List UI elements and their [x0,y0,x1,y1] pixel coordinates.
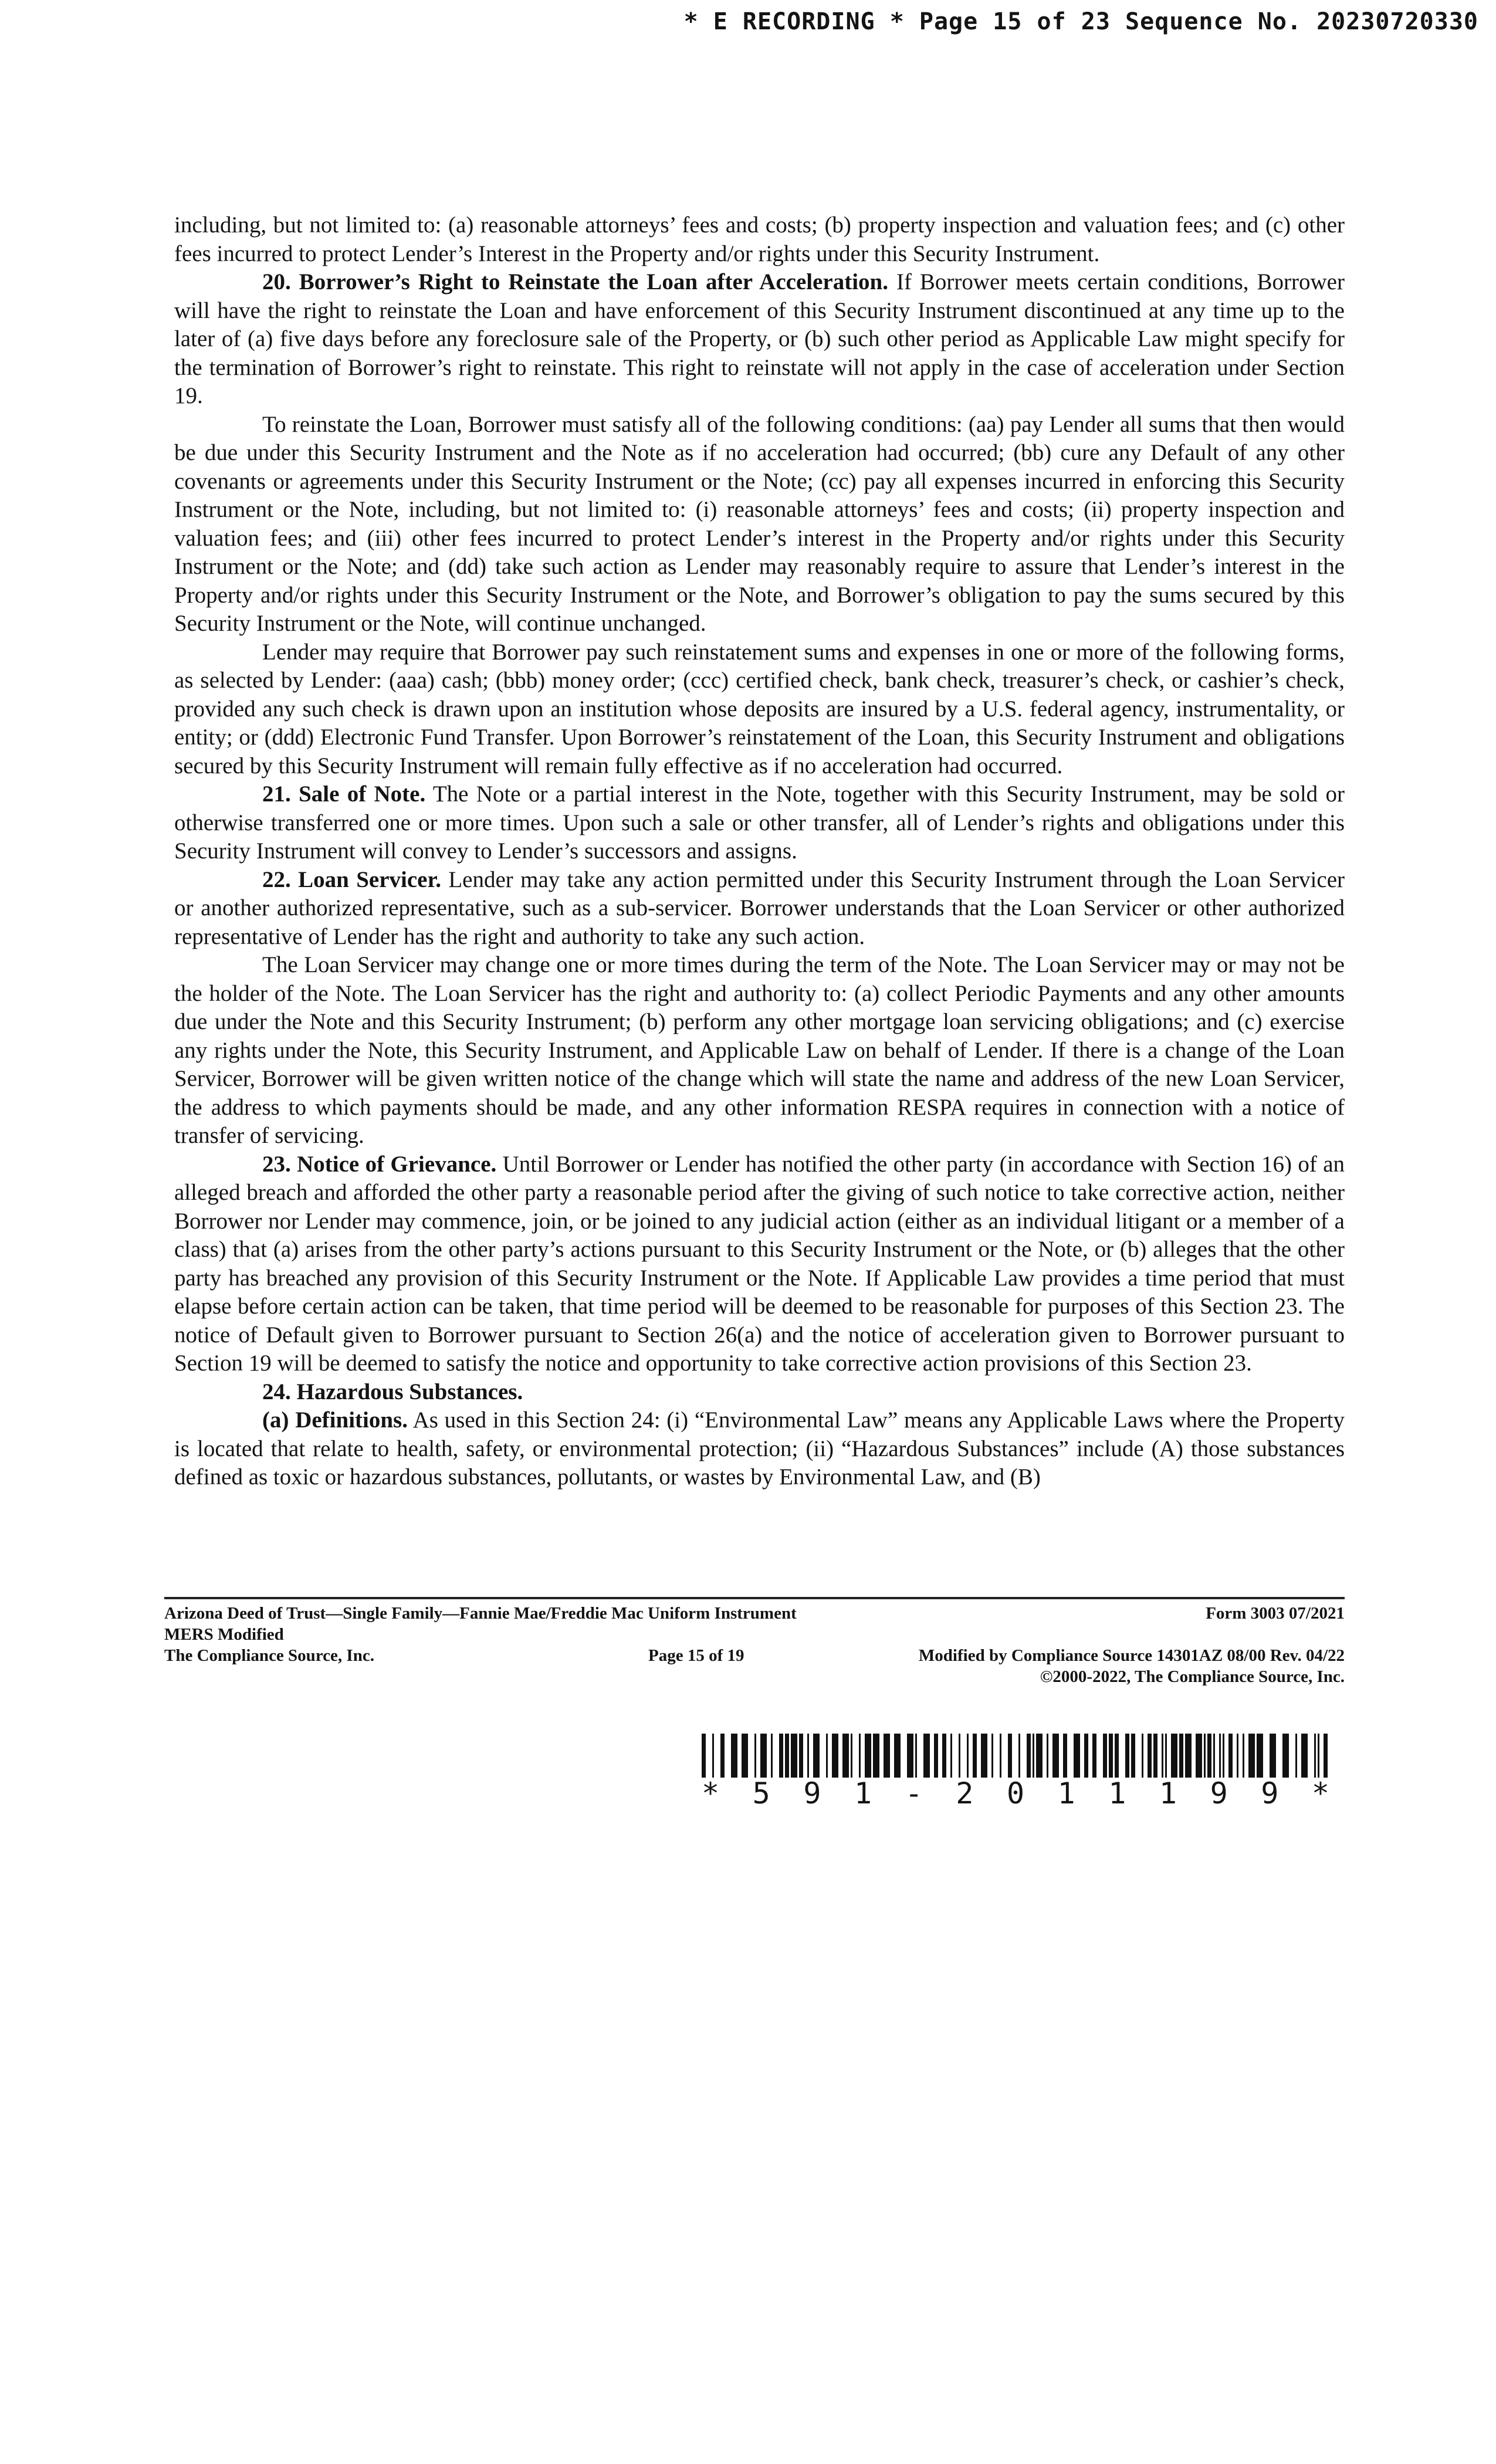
barcode-bar [826,1734,828,1778]
paragraph-text: Lender may take any action permitted under this Security Instrument through the Loan Servicer or another authorized representative, such as a sub-servicer. Borrower understands that the Loan Servicer or other authorized representative of Lender has the right and authority to take any such action. [174,867,1345,949]
paragraph-text: The Note or a partial interest in the Note, together with this Security Instrument, may be sold or otherwise transferred one or more times. Upon such a sale or other transfer, all of Lender’s rights and obligations under this Security Instrument will convey to Lender’s successors and assigns. [174,781,1345,864]
footer-company: The Compliance Source, Inc. [164,1646,374,1665]
footer-copyright: ©2000-2022, The Compliance Source, Inc. [1040,1667,1345,1686]
barcode-bar [1228,1734,1233,1778]
barcode-bar [702,1734,706,1778]
barcode-bar [1142,1734,1143,1778]
barcode-bar [894,1734,901,1778]
barcode-bar [807,1734,809,1778]
barcode-bar [865,1734,871,1778]
barcode-bar [859,1734,861,1778]
barcode-bar [832,1734,838,1778]
barcode-bar [1103,1734,1107,1778]
barcode-bar [1092,1734,1096,1778]
barcode-bar [884,1734,890,1778]
barcode-bar [1243,1734,1244,1778]
paragraph [174,951,1345,1150]
barcode-bar [967,1734,969,1778]
barcode-bar [934,1734,938,1778]
barcode-bar [1036,1734,1043,1778]
barcode-character: 1 [1159,1776,1177,1810]
barcode-bar [923,1734,930,1778]
paragraph-text: Lender may require that Borrower pay such reinstatement sums and expenses in one or more of the following forms, as selected by Lender: (aaa) cash; (bbb) money order; (ccc) certified check, bank check, treasurer’s check, or cashier’s check, provided any such check is drawn upon an institution whose deposits are insured by a U.S. federal agency, instrumentality, or entity; or (ddd) Electronic Fund Transfer. Upon Borrower’s reinstatement of the Loan, this Security Instrument and obligations secured by this Security Instrument will remain fully effective as if no acceleration had occurred. [174,639,1345,779]
barcode-bar [1074,1734,1080,1778]
barcode-bar [1033,1734,1034,1778]
barcode-bar [1314,1734,1316,1778]
document-footer [164,1603,1345,1720]
barcode-bar [1027,1734,1031,1778]
barcode-bar [1153,1734,1157,1778]
barcode-bar [942,1734,946,1778]
barcode-bar [1213,1734,1215,1778]
footer-form-title: Arizona Deed of Trust—Single Family—Fannie Mae/Freddie Mac Uniform Instrument [164,1604,797,1623]
barcode-character: 1 [1108,1776,1126,1810]
paragraph-text: Until Borrower or Lender has notified the other party (in accordance with Section 16) of an alleged breach and afforded the other party a reasonable period after the giving of such notice to take corrective action, neither Borrower nor Lender may commence, join, or be joined to any judicial action (either as an individual litigant or a member of a class) that (a) arises from the other party’s actions pursuant to this Security Instrument or the Note, or (b) alleges that the other party has breached any provision of this Security Instrument or the Note. If Applicable Law provides a time period that must elapse before certain action can be taken, that time period will be deemed to be reasonable for purposes of this Section 23. The notice of Default given to Borrower pursuant to Section 26(a) and the notice of acceleration given to Borrower pursuant to Section 19 will be deemed to satisfy the notice and opportunity to take corrective action provisions of this Section 23. [174,1151,1345,1376]
section-heading: 23. Notice of Grievance. [262,1151,497,1177]
paragraph [174,780,1345,866]
paragraph-text: The Loan Servicer may change one or more times during the term of the Note. The Loan Servicer may or may not be the holder of the Note. The Loan Servicer has the right and authority to: (a) collect Periodic Payments and any other amounts due under the Note and this Security Instrument; (b) perform any other mortgage loan servicing obligations; and (c) exercise any rights under the Note, this Security Instrument, and Applicable Law on behalf of Lender. If there is a change of the Loan Servicer, Borrower will be given written notice of the change which will state the name and address of the new Loan Servicer, the address to which payments should be made, and any other information RESPA requires in connection with a notice of transfer of servicing. [174,952,1345,1148]
barcode-character: 9 [803,1776,821,1810]
footer-divider [164,1597,1345,1599]
barcode-bar [1282,1734,1289,1778]
barcode-bar [1219,1734,1221,1778]
footer-mers-note: MERS Modified [164,1625,284,1644]
paragraph-text: If Borrower meets certain conditions, Borrower will have the right to reinstate the Loan and have enforcement of this Security Instrument discontinued at any time up to the later of (a) five days before any foreclosure sale of the Property, or (b) such other period as Applicable Law might specify for the termination of Borrower’s right to reinstate. This right to reinstate will not apply in the case of acceleration under Section 19. [174,269,1345,408]
barcode-bar [1318,1734,1319,1778]
barcode [702,1734,1329,1778]
paragraph [174,866,1345,952]
barcode-bar [1295,1734,1297,1778]
barcode-bar [1052,1734,1059,1778]
barcode-bar [959,1734,960,1778]
barcode-bar [950,1734,952,1778]
barcode-bar [1204,1734,1206,1778]
footer-page-number: Page 15 of 19 [648,1646,744,1665]
paragraph [174,1150,1345,1378]
barcode-bar [1162,1734,1163,1778]
barcode-bar [1270,1734,1276,1778]
barcode-character: 2 [956,1776,974,1810]
barcode-character: 1 [854,1776,872,1810]
barcode-bar [1237,1734,1238,1778]
barcode-bar [1207,1734,1211,1778]
barcode-bar [1109,1734,1113,1778]
section-heading: 24. Hazardous Substances. [262,1379,523,1404]
barcode-bar [1084,1734,1088,1778]
barcode-bar [1185,1734,1192,1778]
barcode-bar [791,1734,797,1778]
barcode-bar [981,1734,987,1778]
barcode-bar [785,1734,789,1778]
barcode-bar [907,1734,913,1778]
barcode-bar [1171,1734,1177,1778]
barcode-bar [771,1734,773,1778]
barcode-bar [712,1734,714,1778]
barcode-bar [915,1734,917,1778]
section-heading: 20. Borrower’s Right to Reinstate the Loan after Acceleration. [262,269,888,295]
paragraph [174,638,1345,781]
barcode-bar [1125,1734,1129,1778]
paragraph [174,1378,1345,1407]
barcode-bar [731,1734,737,1778]
section-heading: (a) Definitions. [262,1407,408,1433]
footer-modified-note: Modified by Compliance Source 14301AZ 08/00 Rev. 04/22 [918,1646,1345,1665]
barcode-bar [973,1734,977,1778]
barcode-bar [760,1734,767,1778]
footer-form-number: Form 3003 07/2021 [1206,1604,1345,1623]
barcode-bar [1047,1734,1048,1778]
barcode-character: 9 [1261,1776,1279,1810]
barcode-bar [1301,1734,1308,1778]
barcode-bar [1196,1734,1202,1778]
barcode-bar [1324,1734,1328,1778]
paragraph [174,211,1345,268]
barcode-bar [1223,1734,1224,1778]
barcode-bar [851,1734,852,1778]
barcode-bar [742,1734,748,1778]
barcode-character: * [702,1776,720,1810]
barcode-character: * [1311,1776,1329,1810]
section-heading: 21. Sale of Note. [262,781,426,807]
paragraph-text: including, but not limited to: (a) reasonable attorneys’ fees and costs; (b) property inspection and valuation fees; and (c) other fees incurred to protect Lender’s Interest in the Property and/or rights under this Security Instrument. [174,212,1345,266]
barcode-bar [1131,1734,1135,1778]
barcode-bar [1063,1734,1067,1778]
section-heading: 22. Loan Servicer. [262,867,441,892]
barcode-bar [1115,1734,1119,1778]
barcode-bar [1018,1734,1020,1778]
barcode-character: 0 [1006,1776,1025,1810]
barcode-bar [873,1734,879,1778]
barcode-bar [842,1734,849,1778]
barcode-bar [754,1734,756,1778]
barcode-bar [1179,1734,1183,1778]
barcode-character: 5 [752,1776,770,1810]
barcode-character: 9 [1210,1776,1228,1810]
barcode-bar [779,1734,783,1778]
barcode-bar [991,1734,993,1778]
barcode-character: 1 [1057,1776,1075,1810]
paragraph-text: As used in this Section 24: (i) “Environmental Law” means any Applicable Laws where the Property is located that relate to health, safety, or environmental protection; (ii) “Hazardous Substances” include (A) those substances defined as toxic or hazardous substances, pollutants, or wastes by Environmental Law, and (B) [174,1407,1345,1490]
paragraph [174,268,1345,411]
barcode-bar [1257,1734,1263,1778]
document-body [174,211,1345,1492]
barcode-bar [1248,1734,1255,1778]
barcode-bar [813,1734,820,1778]
paragraph [174,411,1345,638]
barcode-bar [1008,1734,1012,1778]
paragraph [174,1406,1345,1492]
barcode-bar [1148,1734,1152,1778]
barcode-bar [1000,1734,1001,1778]
barcode-character: - [905,1776,923,1810]
barcode-label [702,1776,1329,1810]
barcode-bar [799,1734,803,1778]
barcode-bar [720,1734,725,1778]
recording-header: * E RECORDING * Page 15 of 23 Sequence No. 20230720330 [683,8,1478,35]
paragraph-text: To reinstate the Loan, Borrower must satisfy all of the following conditions: (aa) pay Lender all sums that then would be due under this Security Instrument and the Note as if no acceleration had occurred; (bb) cure any Default of any other covenants or agreements under this Security Instrument or the Note; (cc) pay all expenses incurred in enforcing this Security Instrument or the Note, including, but not limited to: (i) reasonable attorneys’ fees and costs; (ii) property inspection and valuation fees; and (iii) other fees incurred to protect Lender’s interest in the Property and/or rights under this Security Instrument or the Note; and (dd) take such action as Lender may reasonably require to assure that Lender’s interest in the Property and/or rights under this Security Instrument or the Note, and Borrower’s obligation to pay the sums secured by this Security Instrument or the Note, will continue unchanged. [174,411,1345,636]
barcode-bar [1165,1734,1167,1778]
